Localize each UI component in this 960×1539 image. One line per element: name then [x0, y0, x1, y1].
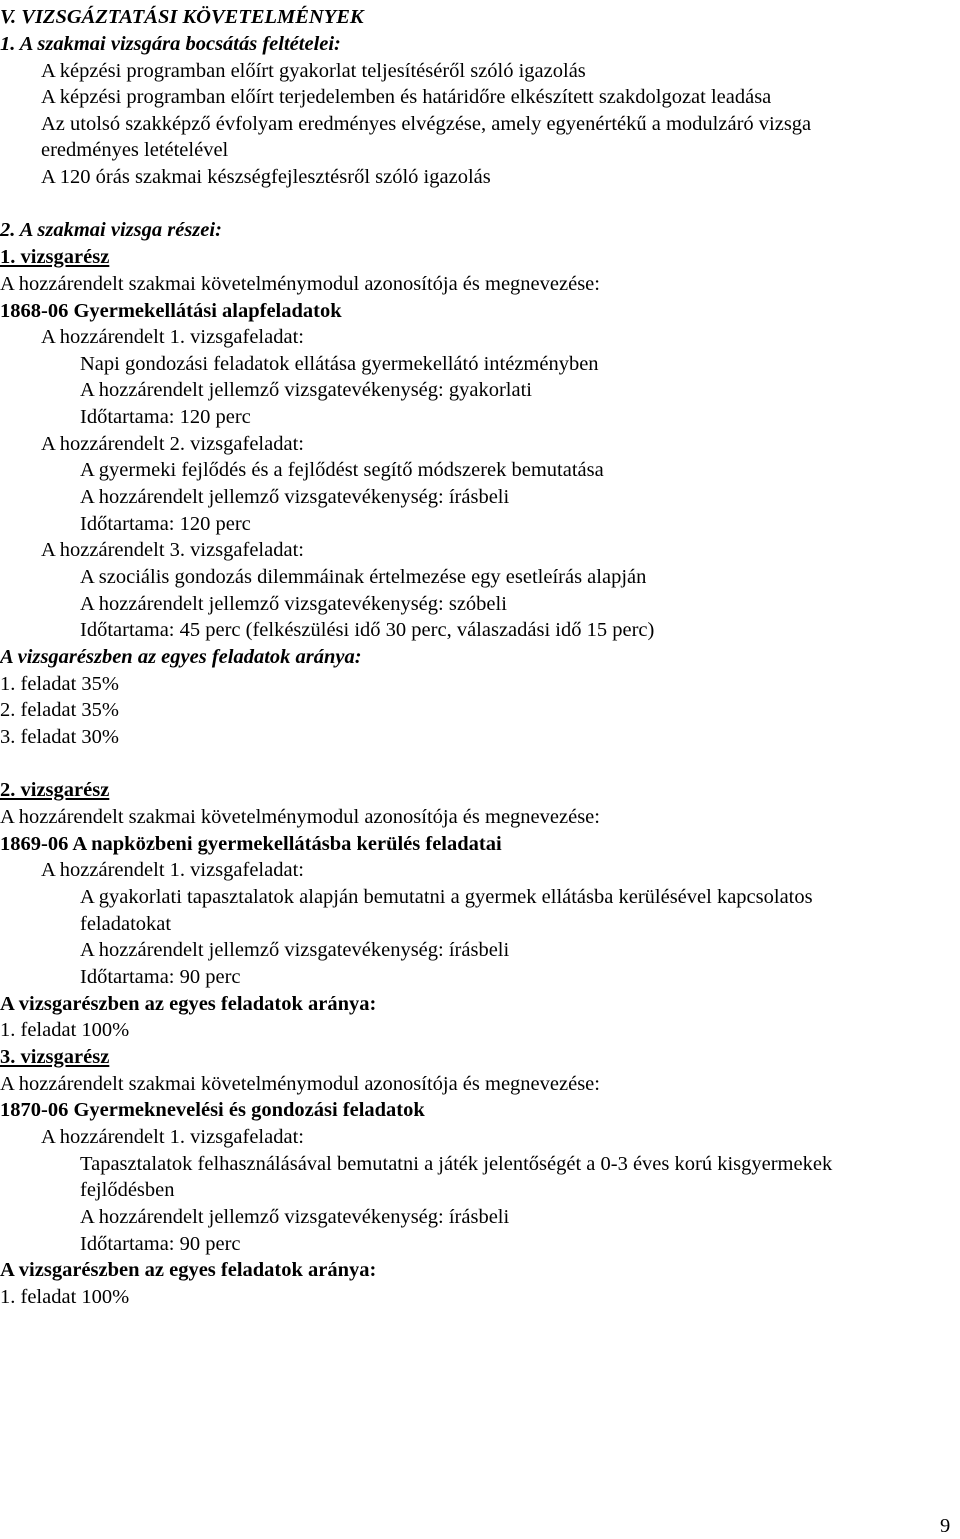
part1-task1-description: Napi gondozási feladatok ellátása gyermekellátó intézményben — [80, 353, 599, 375]
part1-task2-label: A hozzárendelt 2. vizsgafeladat: — [41, 433, 304, 455]
part3-task1-label: A hozzárendelt 1. vizsgafeladat: — [41, 1126, 304, 1148]
part2-ratio-heading: A vizsgarészben az egyes feladatok aránya: — [0, 993, 377, 1015]
part3-ratio-heading: A vizsgarészben az egyes feladatok aránya: — [0, 1259, 377, 1281]
exam-parts-heading: 2. A szakmai vizsga részei: — [0, 219, 222, 241]
part1-task2-duration: Időtartama: 120 perc — [80, 513, 251, 535]
admission-item: eredményes letételével — [41, 139, 229, 161]
part3-task1-description-cont: fejlődésben — [80, 1179, 175, 1201]
part1-ratio-heading: A vizsgarészben az egyes feladatok aránya: — [0, 646, 362, 668]
part3-module-name: 1870-06 Gyermeknevelési és gondozási feladatok — [0, 1099, 425, 1121]
part2-title: 2. vizsgarész — [0, 779, 110, 801]
part1-task3-description: A szociális gondozás dilemmáinak értelmezése egy esetleírás alapján — [80, 566, 647, 588]
part3-task1-description: Tapasztalatok felhasználásával bemutatni a játék jelentőségét a 0-3 éves korú kisgyermekek — [80, 1153, 833, 1175]
admission-item: Az utolsó szakképző évfolyam eredményes elvégzése, amely egyenértékű a modulzáró vizsga — [41, 113, 812, 135]
part2-module-label: A hozzárendelt szakmai követelménymodul azonosítója és megnevezése: — [0, 806, 600, 828]
part3-module-label: A hozzárendelt szakmai követelménymodul azonosítója és megnevezése: — [0, 1073, 600, 1095]
part2-task1-label: A hozzárendelt 1. vizsgafeladat: — [41, 859, 304, 881]
part1-task1-duration: Időtartama: 120 perc — [80, 406, 251, 428]
part1-task1-label: A hozzárendelt 1. vizsgafeladat: — [41, 326, 304, 348]
part1-ratio: 3. feladat 30% — [0, 726, 119, 748]
part3-task1-duration: Időtartama: 90 perc — [80, 1233, 241, 1255]
part1-task3-duration: Időtartama: 45 perc (felkészülési idő 30 perc, válaszadási idő 15 perc) — [80, 619, 655, 641]
part3-task1-activity: A hozzárendelt jellemző vizsgatevékenység: írásbeli — [80, 1206, 510, 1228]
part2-task1-description-cont: feladatokat — [80, 913, 172, 935]
part1-module-label: A hozzárendelt szakmai követelménymodul azonosítója és megnevezése: — [0, 273, 600, 295]
part2-task1-activity: A hozzárendelt jellemző vizsgatevékenység: írásbeli — [80, 939, 510, 961]
part3-ratio: 1. feladat 100% — [0, 1286, 130, 1308]
part2-ratio: 1. feladat 100% — [0, 1019, 130, 1041]
admission-heading: 1. A szakmai vizsgára bocsátás feltételei: — [0, 33, 341, 55]
part1-ratio: 2. feladat 35% — [0, 699, 119, 721]
admission-item: A képzési programban előírt gyakorlat teljesítéséről szóló igazolás — [41, 60, 586, 82]
part1-task2-description: A gyermeki fejlődés és a fejlődést segítő módszerek bemutatása — [80, 459, 604, 481]
part2-task1-description: A gyakorlati tapasztalatok alapján bemutatni a gyermek ellátásba kerülésével kapcsolatos — [80, 886, 813, 908]
part1-ratio: 1. feladat 35% — [0, 673, 119, 695]
part1-module-name: 1868-06 Gyermekellátási alapfeladatok — [0, 300, 342, 322]
admission-item: A 120 órás szakmai készségfejlesztésről szóló igazolás — [41, 166, 491, 188]
part2-task1-duration: Időtartama: 90 perc — [80, 966, 241, 988]
part2-module-name: 1869-06 A napközbeni gyermekellátásba kerülés feladatai — [0, 833, 502, 855]
part1-task3-label: A hozzárendelt 3. vizsgafeladat: — [41, 539, 304, 561]
part1-task1-activity: A hozzárendelt jellemző vizsgatevékenység: gyakorlati — [80, 379, 532, 401]
part1-title: 1. vizsgarész — [0, 246, 110, 268]
admission-item: A képzési programban előírt terjedelemben és határidőre elkészített szakdolgozat leadása — [41, 86, 772, 108]
part1-task2-activity: A hozzárendelt jellemző vizsgatevékenység: írásbeli — [80, 486, 510, 508]
part1-task3-activity: A hozzárendelt jellemző vizsgatevékenység: szóbeli — [80, 593, 507, 615]
page-number: 9 — [940, 1515, 951, 1537]
section-title: V. VIZSGÁZTATÁSI KÖVETELMÉNYEK — [0, 6, 364, 28]
part3-title: 3. vizsgarész — [0, 1046, 110, 1068]
